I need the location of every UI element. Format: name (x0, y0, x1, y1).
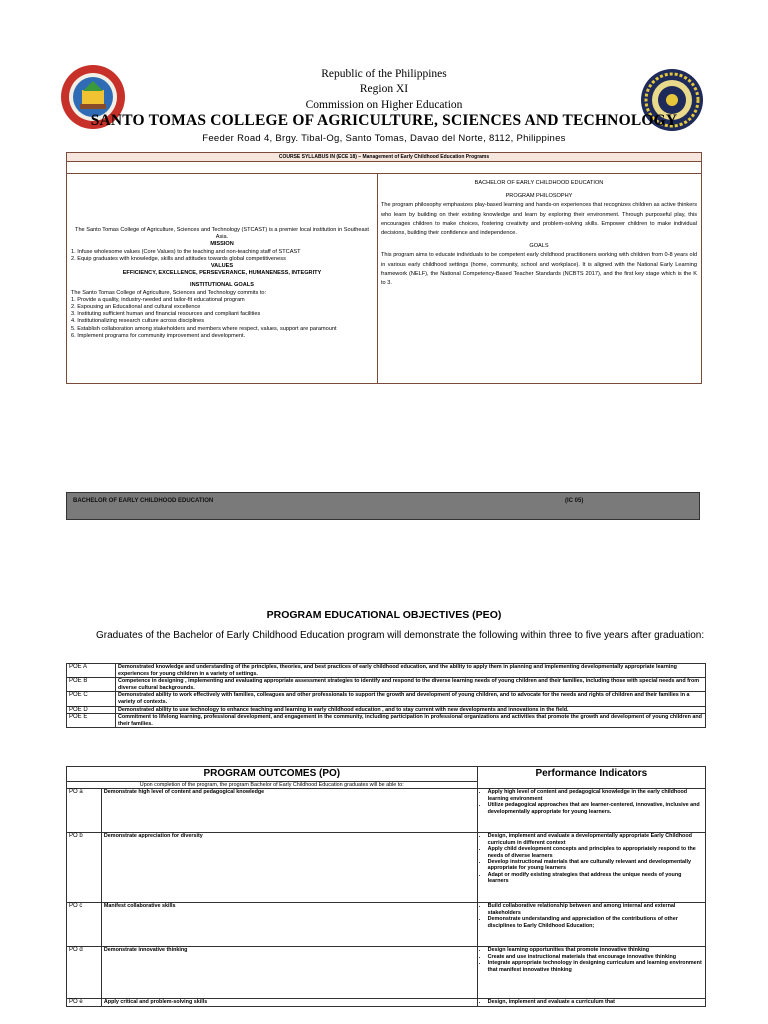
po-code: PO c (67, 903, 102, 947)
peo-code: POE D (67, 706, 116, 714)
header-republic: Republic of the Philippines (321, 68, 447, 80)
indicator-item: • Build collaborative relationship between and among internal and external stakeholders (488, 903, 703, 916)
program-bar-code: (IC 05) (565, 498, 584, 504)
program-bar (66, 492, 700, 520)
table-row (67, 714, 706, 728)
peo-text: Competence in designing , implementing and evaluating appropriate assessment strategies to identify and respond to the diverse learning needs of young children and their families, including those with special needs and from diverse cultural backgrounds. (116, 678, 706, 692)
goal-item: 2. Espousing an Educational and cultural excellence (71, 304, 201, 311)
program-name: BACHELOR OF EARLY CHILDHOOD EDUCATION (474, 180, 604, 186)
institution-info (71, 227, 373, 340)
indicator-item: • Design, implement and evaluate a curriculum that (488, 999, 703, 1005)
table-row (67, 789, 706, 833)
peo-text: Demonstrated ability to use technology to enhance teaching and learning in early childhood education , and to stay current with new developments and innovations in the field. (116, 706, 706, 714)
po-indicators (477, 903, 705, 947)
table-header-row (67, 767, 706, 782)
po-subtitle: Upon completion of the program, the program Bachelor of Early Childhood Education graduates will be able to: (67, 782, 478, 789)
table-row (67, 664, 706, 678)
po-text: Demonstrate high level of content and pedagogical knowledge (101, 789, 477, 833)
mission-item: 2. Equip graduates with knowledge, skills and attitudes towards global competitiveness (71, 255, 286, 262)
po-text: Demonstrate appreciation for diversity (101, 833, 477, 903)
po-indicators (477, 947, 705, 999)
indicator-item: • Apply high level of content and pedagogical knowledge in the early childhood learning environment (488, 789, 703, 802)
indicator-item: • Integrate appropriate technology in designing curriculum and learning environment that manifest innovative thinking (488, 960, 703, 973)
po-code: PO d (67, 947, 102, 999)
peo-code: POE E (67, 714, 116, 728)
header-commission: Commission on Higher Education (305, 99, 463, 111)
program-bar-label: BACHELOR OF EARLY CHILDHOOD EDUCATION (73, 498, 214, 504)
peo-code: POE B (67, 678, 116, 692)
po-indicators (477, 833, 705, 903)
values-text: EFFICIENCY, EXCELLENCE, PERSEVERANCE, HUMANENESS, INTEGRITY (122, 270, 322, 277)
indicator-item: • Adapt or modify existing strategies that address the unique needs of young learners (488, 872, 703, 885)
indicator-item: • Utilize pedagogical approaches that are learner-centered, innovative, inclusive and developmentally appropriate for young learners. (488, 802, 703, 815)
institution-intro: The Santo Tomas College of Agriculture, Sciences and Technology (STCAST) is a premier local institution in Southeast Asia. (75, 227, 369, 241)
po-text: Manifest collaborative skills (101, 903, 477, 947)
mission-item: 1. Infuse wholesome values (Core Values) to the teaching and non-teaching staff of STCAST (71, 248, 301, 255)
po-indicators (477, 999, 705, 1006)
peo-text: Commitment to lifelong learning, professional development, and engagement in the community, including participation in professional organizations and activities that promote the growth and development of young children and their families. (116, 714, 706, 728)
po-indicators (477, 789, 705, 833)
table-row (67, 692, 706, 706)
goals-label: GOALS (529, 243, 549, 250)
goal-item: 5. Establish collaboration among stakeholders and members where respect, values, support are paramount (71, 325, 337, 332)
po-code: PO e (67, 999, 102, 1006)
goal-item: 3. Instituting sufficient human and financial resources and compliant facilities (71, 311, 261, 318)
table-row (67, 947, 706, 999)
indicator-item: • Demonstrate understanding and appreciation of the contributions of other disciplines to Early Childhood Education; (488, 916, 703, 929)
peo-title: PROGRAM EDUCATIONAL OBJECTIVES (PEO) (266, 609, 502, 621)
po-code: PO b (67, 833, 102, 903)
po-text: Demonstrate innovative thinking (101, 947, 477, 999)
performance-indicators-title: Performance Indicators (477, 767, 705, 789)
po-table (66, 766, 706, 1007)
syllabus-blank-row (67, 162, 701, 174)
program-philosophy-text: The program philosophy emphasizes play-based learning and hands-on experiences that recognizes children as active thinkers who learn by building on their existing knowledge and learn by exploring their environment. Through purposeful play, this encourages children to make choices, fostering creativity and problem-solving skills. Empower children to make individual decisions, building their confidence and independence. (381, 202, 697, 237)
values-label: VALUES (210, 263, 234, 270)
po-text: Apply critical and problem-solving skills (101, 999, 477, 1006)
syllabus-title: COURSE SYLLABUS IN (ECE 18) – Management of Early Childhood Education Programs (67, 153, 701, 162)
program-info (381, 179, 697, 288)
po-title: PROGRAM OUTCOMES (PO) (67, 767, 478, 782)
peo-intro: Graduates of the Bachelor of Early Childhood Education program will demonstrate the following within three to five years after graduation: (96, 630, 705, 641)
mission-label: MISSION (210, 241, 234, 248)
indicator-item: • Design, implement and evaluate a developmentally appropriate Early Childhood curriculum in different context (488, 833, 703, 846)
syllabus-box (66, 152, 702, 384)
goal-item: 4. Institutionalizing research culture across disciplines (71, 318, 205, 325)
indicator-item: • Design learning opportunities that promote innovative thinking (488, 947, 703, 953)
indicator-item: • Develop instructional materials that are culturally relevant and developmentally appropriate for young learners (488, 859, 703, 872)
goal-item: 1. Provide a quality, industry-needed and tailor-fit educational program (71, 296, 245, 303)
table-row (67, 903, 706, 947)
institutional-goals-intro: The Santo Tomas College of Agriculture, Sciences and Technology commits to: (71, 289, 267, 296)
goal-item: 6. Implement programs for community improvement and development. (71, 332, 246, 339)
table-row (67, 706, 706, 714)
syllabus-column-divider (377, 173, 378, 383)
table-row (67, 999, 706, 1006)
peo-table (66, 663, 706, 728)
peo-code: POE C (67, 692, 116, 706)
college-address: Feeder Road 4, Brgy. Tibal-Og, Santo Tomas, Davao del Norte, 8112, Philippines (202, 133, 566, 144)
table-row (67, 833, 706, 903)
program-philosophy-label: PROGRAM PHILOSOPHY (505, 193, 573, 200)
goals-text: This program aims to educate individuals to be competent early childhood practitioners working with children from 0-8 years old in various early childhood settings (home, community, school and workplace). It is aligned with the National Early Learning framework (NELF), the National Competency-Based Teacher Standards (NCBTS 2017), and the first key stage which is the K to 3. (381, 252, 697, 287)
table-row (67, 678, 706, 692)
po-code: PO a (67, 789, 102, 833)
indicator-item: • Apply child development concepts and principles to appropriately respond to the needs of diverse learners (488, 846, 703, 859)
peo-code: POE A (67, 664, 116, 678)
college-name: SANTO TOMAS COLLEGE OF AGRICULTURE, SCIENCES AND TECHNOLOGY (90, 112, 678, 129)
peo-text: Demonstrated ability to work effectively with families, colleagues and other professionals to support the growth and development of young children, and to advocate for the needs and rights of children and their families in a variety of contexts. (116, 692, 706, 706)
indicator-item: • Create and use instructional materials that encourage innovative thinking (488, 954, 703, 960)
institutional-goals-label: INSTITUTIONAL GOALS (190, 282, 254, 289)
peo-text: Demonstrated knowledge and understanding of the principles, theories, and best practices of early childhood education, and the ability to apply them in planning and implementing developmentally appropriate learning experiences for young children in a variety of settings. (116, 664, 706, 678)
header-region: Region XI (359, 83, 409, 95)
